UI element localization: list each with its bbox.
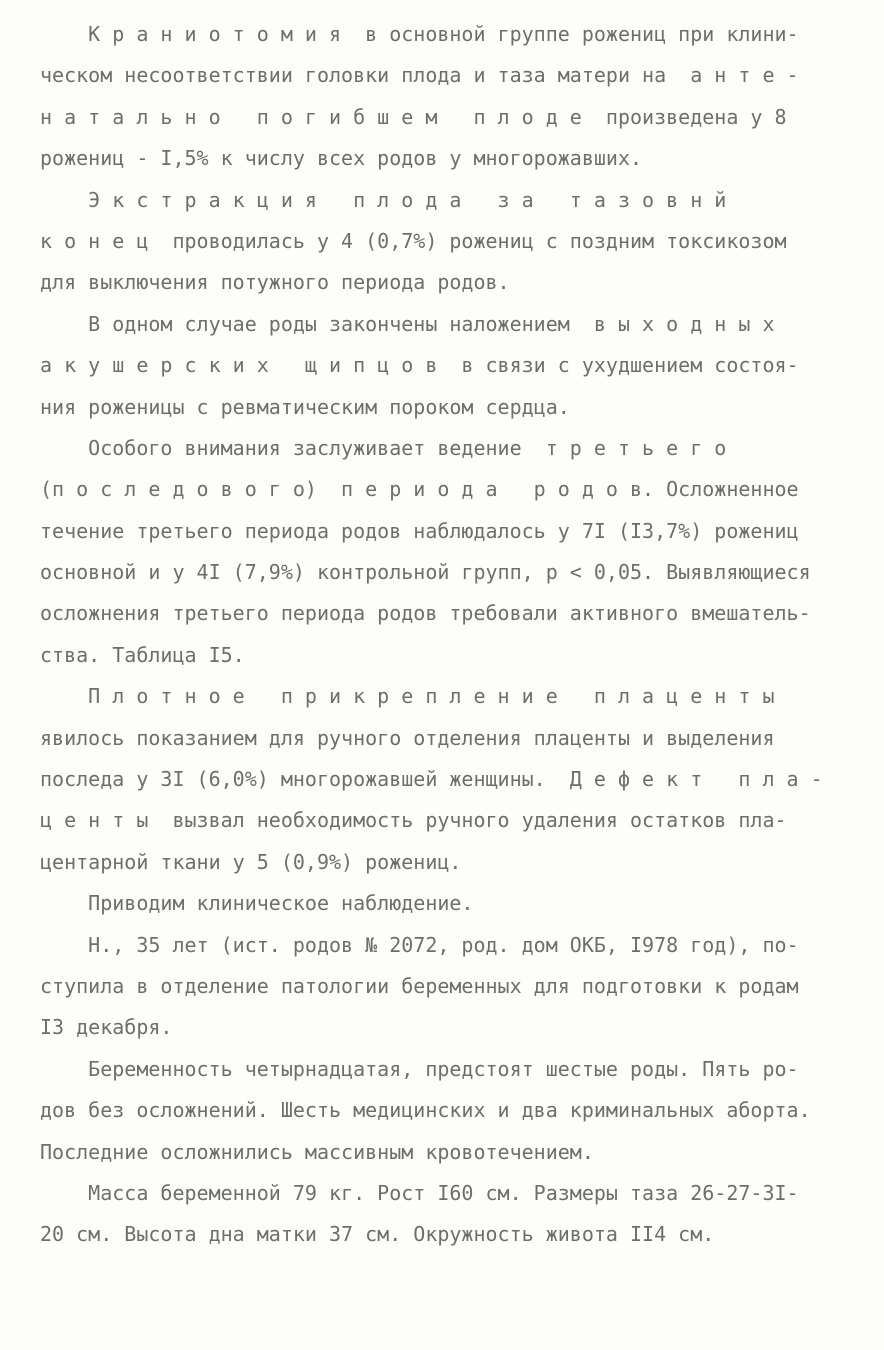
text-line: Приводим клиническое наблюдение.: [40, 891, 474, 916]
text-line: В одном случае роды закончены наложением в ы х о д н ы х: [40, 311, 775, 336]
text-line: Н., 35 лет (ист. родов № 2072, род. дом ОКБ, I978 год), по-: [40, 932, 799, 957]
text-line: н а т а л ь н о п о г и б ш е м п л о д е произведена у 8: [40, 104, 787, 129]
text-line: ступила в отделение патологии беременных для подготовки к родам: [40, 973, 799, 998]
text-line: последа у 3I (6,0%) многорожавшей женщины. Д е ф е к т п л а -: [40, 767, 823, 792]
document-text: [40, 14, 840, 1256]
text-line: центарной ткани у 5 (0,9%) рожениц.: [40, 849, 462, 874]
text-line: ческом несоответствии головки плода и таза матери на а н т е -: [40, 63, 799, 88]
text-line: ния роженицы с ревматическим пороком сердца.: [40, 394, 570, 419]
text-line: осложнения третьего периода родов требовали активного вмешатель-: [40, 601, 811, 626]
text-line: (п о с л е д о в о г о) п е р и о д а р о д о в. Осложненное: [40, 477, 799, 502]
text-line: основной и у 4I (7,9%) контрольной групп, p < 0,05. Выявляющиеся: [40, 560, 811, 585]
text-line: ства. Таблица I5.: [40, 642, 245, 667]
text-line: П л о т н о е п р и к р е п л е н и е п л а ц е н т ы: [40, 684, 775, 709]
text-line: Э к с т р а к ц и я п л о д а з а т а з о в н й: [40, 187, 727, 212]
text-line: I3 декабря.: [40, 1015, 173, 1040]
text-line: явилось показанием для ручного отделения плаценты и выделения: [40, 725, 775, 750]
text-line: Беременность четырнадцатая, предстоят шестые роды. Пять ро-: [40, 1056, 799, 1081]
text-line: Последние осложнились массивным кровотечением.: [40, 1139, 594, 1164]
text-line: дов без осложнений. Шесть медицинских и два криминальных аборта.: [40, 1098, 811, 1123]
text-line: а к у ш е р с к и х щ и п ц о в в связи с ухудшением состоя-: [40, 353, 799, 378]
text-line: для выключения потужного периода родов.: [40, 270, 510, 295]
text-line: Особого внимания заслуживает ведение т р е т ь е г о: [40, 435, 727, 460]
text-line: к о н е ц проводилась у 4 (0,7%) рожениц с поздним токсикозом: [40, 228, 787, 253]
text-line: Масса беременной 79 кг. Рост I60 см. Размеры таза 26-27-3I-: [40, 1180, 799, 1205]
text-line: течение третьего периода родов наблюдалось у 7I (I3,7%) рожениц: [40, 518, 799, 543]
text-line: ц е н т ы вызвал необходимость ручного удаления остатков пла-: [40, 808, 787, 833]
text-line: К р а н и о т о м и я в основной группе рожениц при клини-: [40, 22, 799, 46]
text-line: рожениц - I,5% к числу всех родов у многорожавших.: [40, 146, 643, 171]
text-line: 20 см. Высота дна матки 37 см. Окружность живота II4 см.: [40, 1222, 715, 1247]
